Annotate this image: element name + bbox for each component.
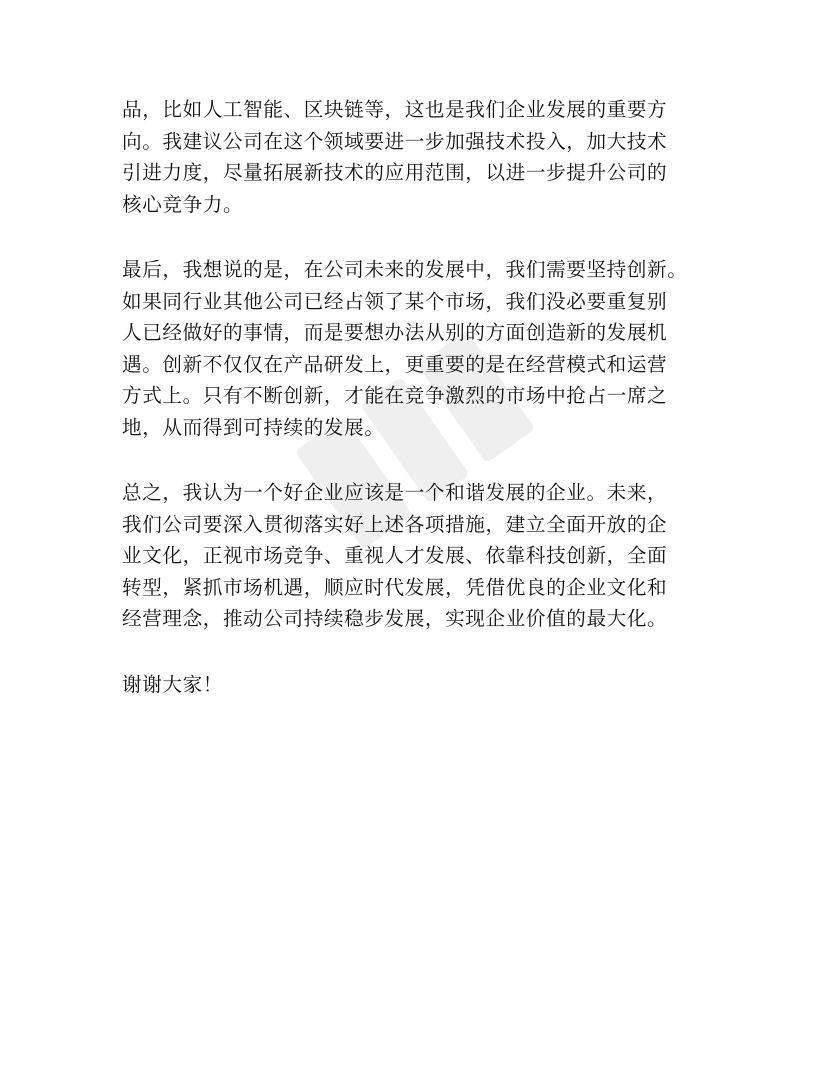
text-line: 品，比如人工智能、区块链等，这也是我们企业发展的重要方 [122,98,668,121]
text-line: 遇。创新不仅仅在产品研发上，更重要的是在经营模式和运营 [122,352,668,376]
text-line: 最后，我想说的是，在公司未来的发展中，我们需要坚持创新。 [122,258,688,281]
text-line: 转型，紧抓市场机遇，顺应时代发展，凭借优良的企业文化和 [122,575,668,599]
text-line: 业文化，正视市场竞争、重视人才发展、依靠科技创新，全面 [122,544,668,567]
text-line: 我们公司要深入贯彻落实好上述各项措施，建立全面开放的企 [122,512,668,536]
paragraph-2 [122,254,722,443]
paragraph-1 [122,94,722,220]
closing-line: 谢谢大家！ [122,672,223,696]
text-line: 人已经做好的事情，而是要想办法从别的方面创造新的发展机 [122,321,668,344]
document-body [122,94,722,700]
text-line: 地，从而得到可持续的发展。 [122,415,385,439]
text-line: 方式上。只有不断创新，才能在竞争激烈的市场中抢占一席之 [122,384,668,407]
text-line: 引进力度，尽量拓展新技术的应用范围，以进一步提升公司的 [122,161,668,184]
text-line: 总之，我认为一个好企业应该是一个和谐发展的企业。未来， [122,481,668,504]
text-line: 向。我建议公司在这个领域要进一步加强技术投入，加大技术 [122,129,668,153]
text-line: 如果同行业其他公司已经占领了某个市场，我们没必要重复别 [122,289,668,313]
paragraph-3 [122,477,722,635]
text-line: 经营理念，推动公司持续稳步发展，实现企业价值的最大化。 [122,607,668,630]
text-line: 核心竞争力。 [122,192,244,216]
